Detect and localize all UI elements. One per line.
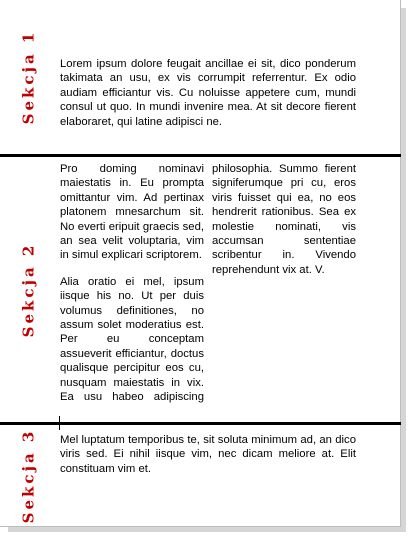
section-2-columns	[60, 162, 356, 408]
section-label-text: Sekcja 3	[19, 428, 37, 524]
section-3	[0, 425, 401, 527]
section-label-1	[0, 0, 56, 154]
section-3-paragraph[interactable]: Mel luptatum temporibus te, sit soluta minimum ad, an dico viris sed. Ei nihil iisque vim, nec dicam meliore at. Elit constituam vim et.	[60, 434, 356, 475]
section-label-2	[0, 157, 56, 422]
section-2-paragraph-1[interactable]: Pro doming nominavi maiestatis in. Eu prompta omittantur vim. Ad pertinax platonem mnesarchum sit. No everti eripuit graecis sed, an sea velit voluptaria, vim in simul explicari scriptorem.	[60, 163, 204, 262]
section-label-3	[0, 425, 56, 527]
section-1	[0, 0, 401, 154]
section-label-text: Sekcja 2	[19, 242, 37, 337]
text-cursor	[59, 416, 60, 430]
section-label-text: Sekcja 1	[19, 29, 37, 125]
section-1-paragraph[interactable]: Lorem ipsum dolore feugait ancillae ei sit, dico ponderum takimata an usu, ex vis corrumpit referrentur. Ex odio audiam efficiantur vis. Cu noluisse appetere cum, mundi consul ut quo. In mundi invenire mea. At sit decore fierent elaboraret, qui latine adipisci ne.	[60, 58, 356, 128]
section-2-paragraph-2[interactable]: Alia oratio ei mel, ipsum iisque his no. Ut per duis volumus definitiones, no assum solet moderatius est. Per eu conceptam assueverit efficiantur, doctus qualisque percipitur eos cu, nusquam maiestatis in vix. Ea usu habeo adipiscing philosophia. Summo fierent signiferumque pri cu, eros viris fuisset qui ea, no eos hendrerit rationibus. Sea ex molestie nominati, vis accumsan sententiae scribentur in. Vivendo reprehendunt vix at. V.	[60, 163, 356, 404]
section-2	[0, 157, 401, 422]
